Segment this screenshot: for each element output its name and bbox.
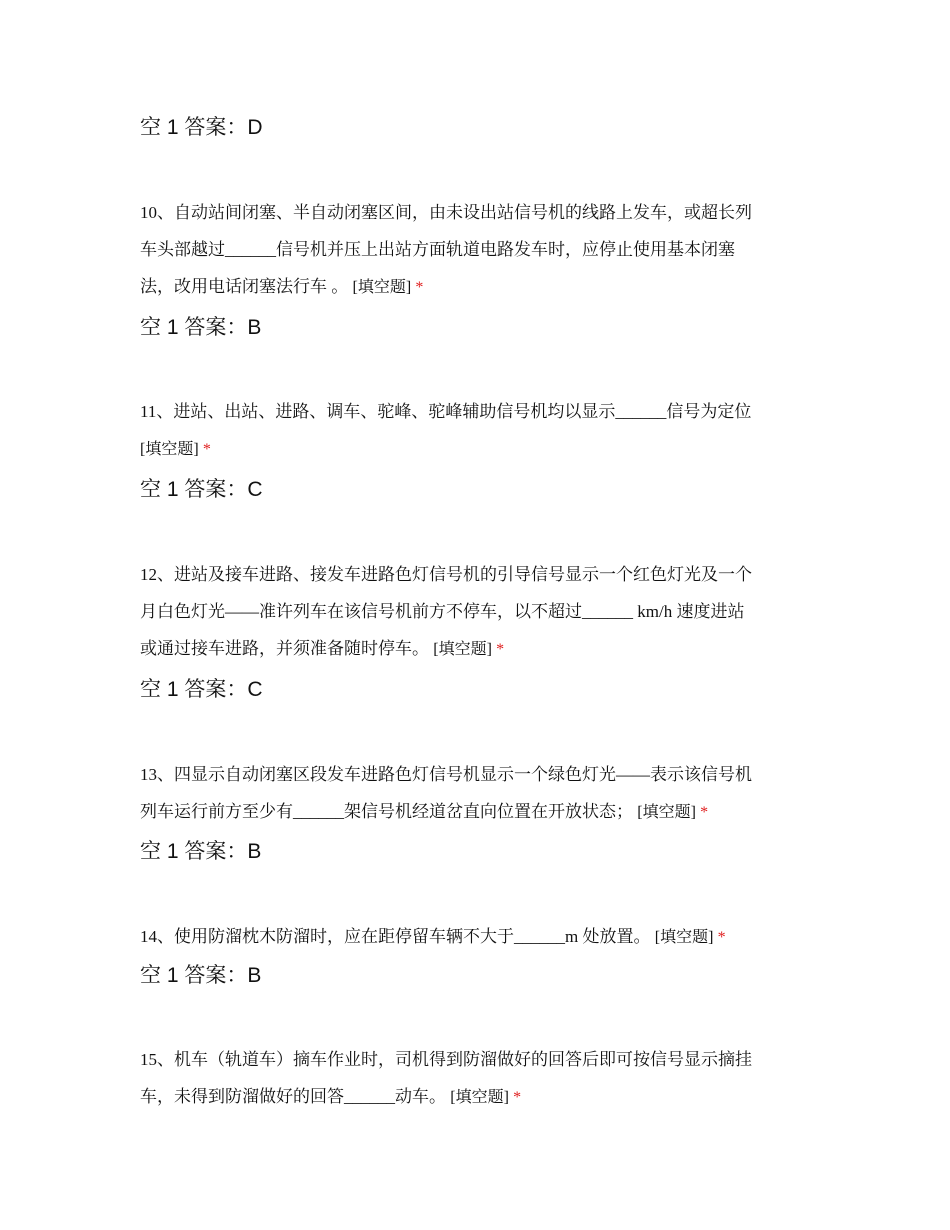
question-text-line: 10、自动站间闭塞、半自动闭塞区间，由未设出站信号机的线路上发车，或超长列 [140,203,752,222]
question-type-tag: [填空题] [654,929,714,946]
question-text-line: 车，未得到防溜做好的回答______动车。 [填空题] * [140,1087,522,1106]
question-text-line: 11、进站、出站、进路、调车、驼峰、驼峰辅助信号机均以显示______信号为定位 [140,402,752,421]
required-mark: * [700,804,709,821]
question-type-tag: [填空题] [352,279,412,296]
question-15 [140,1041,815,1116]
question-text-line: 法，改用电话闭塞法行车 。 [填空题] * [140,277,424,296]
question-text-line: 13、四显示自动闭塞区段发车进路色灯信号机显示一个绿色灯光——表示该信号机 [140,765,752,784]
answer-value: B [247,316,262,339]
question-14 [140,918,815,956]
question-text-line: 14、使用防溜枕木防溜时，应在距停留车辆不大于______m 处放置。 [填空题] * [140,927,726,946]
answer-value: B [247,840,262,863]
answer-prefix: 空 1 答案： [140,964,248,987]
question-text-line: 12、进站及接车进路、接发车进路色灯信号机的引导信号显示一个红色灯光及一个 [140,565,752,584]
required-mark: * [717,929,726,946]
question-11 [140,393,815,468]
question-text-line: 15、机车（轨道车）摘车作业时，司机得到防溜做好的回答后即可按信号显示摘挂 [140,1050,752,1069]
question-10 [140,194,815,306]
question-text-line: 列车运行前方至少有______架信号机经道岔直向位置在开放状态； [填空题] * [140,802,709,821]
question-13 [140,756,815,831]
required-mark: * [496,641,505,658]
answer-line [140,962,820,990]
question-text-line: 车头部越过______信号机并压上出站方面轨道电路发车时，应停止使用基本闭塞 [140,240,735,259]
question-text-line [140,430,815,468]
answer-prefix: 空 1 答案： [140,478,248,501]
answer-line [140,676,820,704]
answer-line [140,314,820,342]
answer-line [140,114,820,142]
answer-prefix: 空 1 答案： [140,116,248,139]
required-mark: * [415,279,424,296]
answer-value: D [247,116,263,139]
answer-prefix: 空 1 答案： [140,316,248,339]
required-mark: * [202,441,211,458]
answer-line [140,838,820,866]
question-type-tag: [填空题] [433,641,492,658]
answer-line [140,476,820,504]
answer-value: C [247,678,263,701]
answer-prefix: 空 1 答案： [140,678,248,701]
answer-value: B [247,964,262,987]
question-12 [140,556,815,668]
answer-prefix: 空 1 答案： [140,840,248,863]
question-text-line: 或通过接车进路，并须准备随时停车。 [填空题] * [140,639,505,658]
answer-value: C [247,478,263,501]
question-type-tag: [填空题] [450,1089,509,1106]
required-mark: * [513,1089,522,1106]
question-type-tag: [填空题] [637,804,696,821]
question-text-line: 月白色灯光——准许列车在该信号机前方不停车，以不超过______ km/h 速度进站 [140,602,745,621]
question-type-tag: [填空题] [140,441,199,458]
